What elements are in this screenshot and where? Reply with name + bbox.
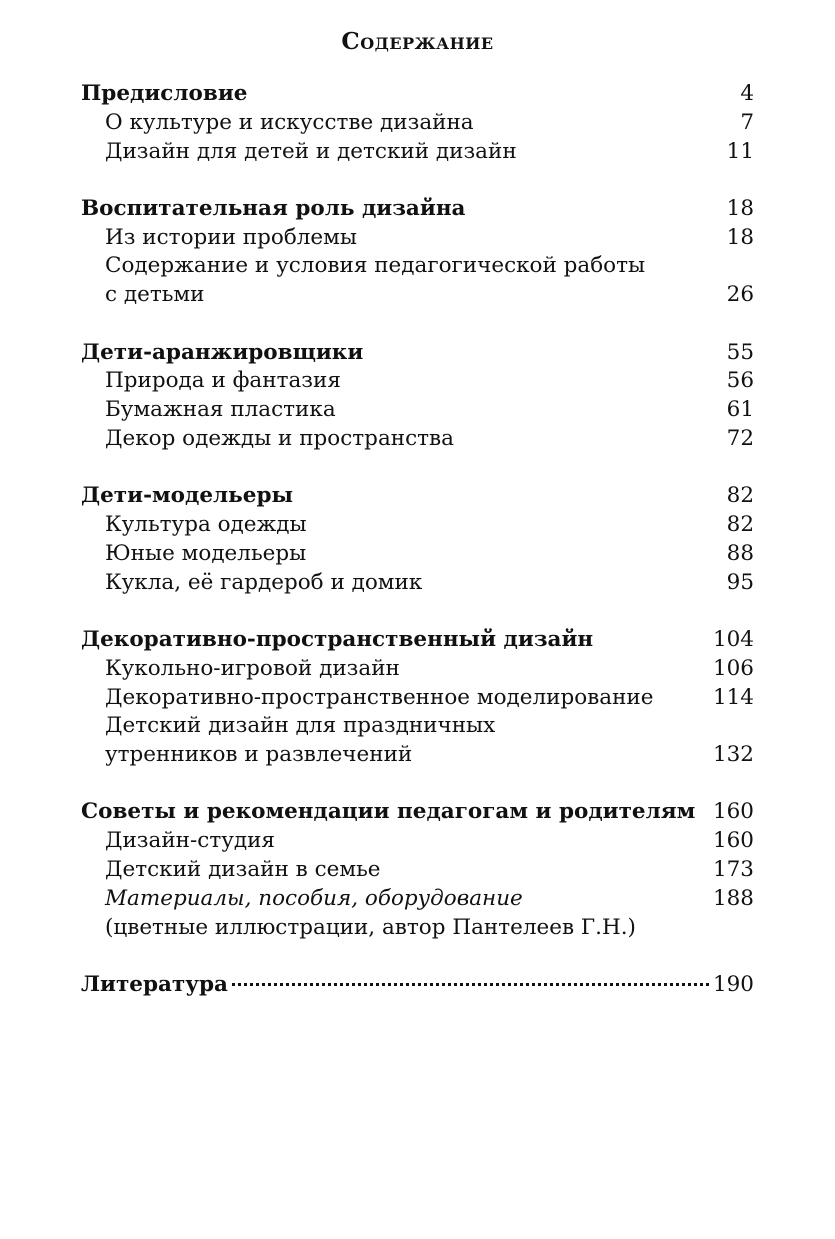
entry-text: Дизайн для детей и детский дизайн xyxy=(105,138,517,164)
toc-entry[interactable] xyxy=(81,425,754,454)
toc-heading-literature[interactable] xyxy=(81,971,754,1000)
entry-text: Декоративно-пространственное моделирование xyxy=(105,684,654,710)
page-number: 82 xyxy=(726,512,754,538)
entry-text: Культура одежды xyxy=(105,512,307,538)
toc-entry[interactable] xyxy=(81,684,754,713)
page-number: 88 xyxy=(726,540,754,566)
toc-entry[interactable] xyxy=(81,511,754,540)
page-number: 55 xyxy=(726,339,754,365)
page-number: 18 xyxy=(726,195,754,221)
entry-text: Детский дизайн для праздничных xyxy=(105,713,496,739)
entry-text: (цветные иллюстрации, автор Пантелеев Г.Н.) xyxy=(105,914,636,940)
dot-leader xyxy=(232,983,709,986)
entry-text: Дизайн-студия xyxy=(105,828,275,854)
page-number: 132 xyxy=(712,742,754,768)
heading-text: Дети-аранжировщики xyxy=(81,339,364,365)
toc-entry[interactable] xyxy=(81,367,754,396)
toc-entry[interactable] xyxy=(81,540,754,569)
toc-section xyxy=(81,798,754,942)
page-number: 173 xyxy=(712,857,754,883)
page-number: 190 xyxy=(712,971,754,997)
entry-text: Материалы, пособия, оборудование xyxy=(105,885,523,911)
page-number: 26 xyxy=(726,282,754,308)
toc-heading[interactable] xyxy=(81,626,754,655)
page-number: 18 xyxy=(726,224,754,250)
page-number: 72 xyxy=(726,425,754,451)
page-number: 95 xyxy=(726,569,754,595)
toc-entry[interactable] xyxy=(81,655,754,684)
page-title: Содержание xyxy=(341,28,494,55)
page-number: 7 xyxy=(740,109,754,135)
entry-text: Бумажная пластика xyxy=(105,397,336,423)
toc-entry[interactable] xyxy=(81,396,754,425)
toc-entry[interactable] xyxy=(81,138,754,167)
toc-entry[interactable] xyxy=(81,856,754,885)
page-number: 106 xyxy=(712,655,754,681)
toc-heading[interactable] xyxy=(81,80,754,109)
table-of-contents xyxy=(81,80,754,1028)
page-number: 188 xyxy=(712,885,754,911)
entry-text: Природа и фантазия xyxy=(105,368,341,394)
toc-entry[interactable] xyxy=(81,252,754,281)
entry-text: Содержание и условия педагогической работы xyxy=(105,253,646,279)
toc-heading[interactable] xyxy=(81,195,754,224)
page-number: 61 xyxy=(726,397,754,423)
toc-heading[interactable] xyxy=(81,798,754,827)
toc-heading[interactable] xyxy=(81,482,754,511)
heading-text: Литература xyxy=(81,971,228,997)
toc-entry[interactable] xyxy=(81,569,754,598)
page-number: 4 xyxy=(740,81,754,106)
heading-text: Воспитательная роль дизайна xyxy=(81,195,466,221)
toc-entry[interactable] xyxy=(81,827,754,856)
entry-text: Декор одежды и пространства xyxy=(105,425,454,451)
page-number: 11 xyxy=(726,138,754,164)
entry-text: Кукла, её гардероб и домик xyxy=(105,569,423,595)
page-number: 160 xyxy=(712,828,754,854)
toc-section xyxy=(81,626,754,770)
toc-heading[interactable] xyxy=(81,339,754,368)
entry-text: Кукольно-игровой дизайн xyxy=(105,655,400,681)
toc-entry[interactable] xyxy=(81,712,754,741)
heading-text: Дети-модельеры xyxy=(81,483,294,509)
page-number: 160 xyxy=(712,799,754,825)
entry-text: Юные модельеры xyxy=(105,540,307,566)
heading-text: Декоративно-пространственный дизайн xyxy=(81,626,594,652)
toc-entry[interactable] xyxy=(81,224,754,253)
toc-section xyxy=(81,80,754,166)
page-number: 114 xyxy=(712,684,754,710)
entry-text: утренников и развлечений xyxy=(105,742,413,768)
entry-text: О культуре и искусстве дизайна xyxy=(105,109,474,135)
toc-entry[interactable] xyxy=(81,914,754,943)
toc-section xyxy=(81,482,754,597)
toc-entry[interactable] xyxy=(81,281,754,310)
toc-section xyxy=(81,339,754,454)
page-number: 56 xyxy=(726,368,754,394)
heading-text: Советы и рекомендации педагогам и родителям xyxy=(81,799,696,825)
entry-text: с детьми xyxy=(105,282,205,308)
toc-entry[interactable] xyxy=(81,109,754,138)
entry-text: Детский дизайн в семье xyxy=(105,857,381,883)
entry-text: Из истории проблемы xyxy=(105,224,357,250)
heading-text: Предисловие xyxy=(81,81,248,106)
toc-entry[interactable] xyxy=(81,741,754,770)
toc-section xyxy=(81,195,754,310)
page-number: 82 xyxy=(726,483,754,509)
page-number: 104 xyxy=(712,626,754,652)
toc-section xyxy=(81,971,754,1000)
toc-entry[interactable] xyxy=(81,885,754,914)
